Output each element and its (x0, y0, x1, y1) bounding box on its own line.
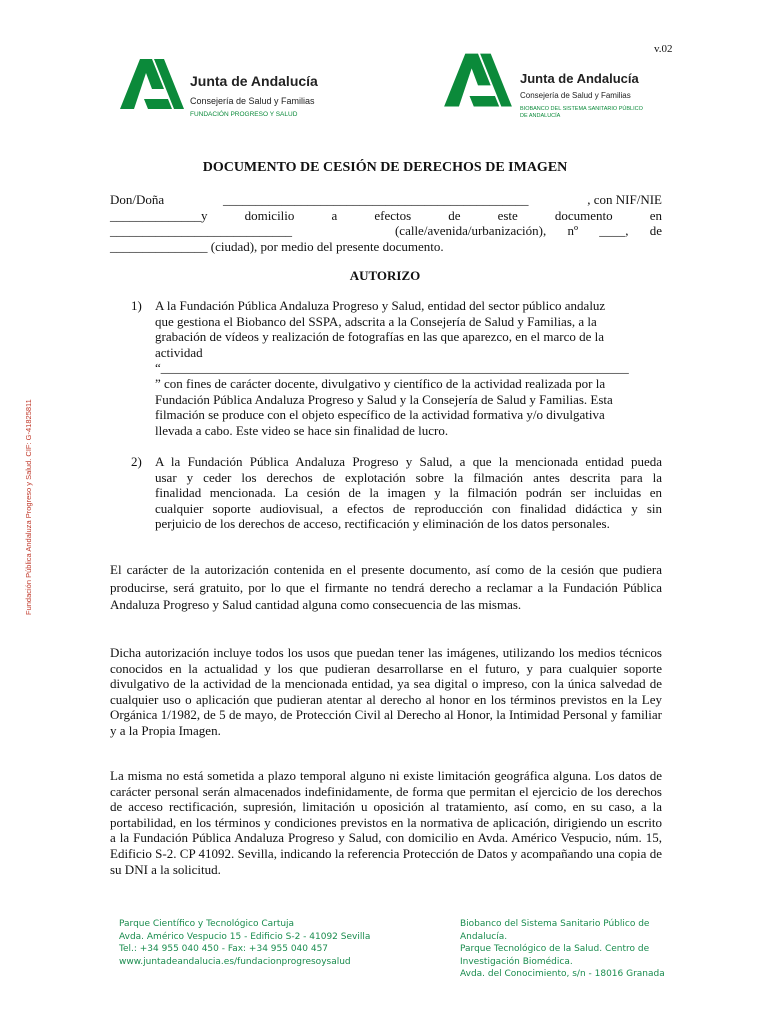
autorizo-heading: AUTORIZO (349, 268, 421, 283)
footer-line: Biobanco del Sistema Sanitario Público de (460, 919, 650, 929)
intro-name-blank: _______________________________________________ (222, 192, 529, 207)
document-title: DOCUMENTO DE CESIÓN DE DERECHOS DE IMAGEN (202, 160, 568, 175)
logo-subtitle-2-line1: BIOBANCO DEL SISTEMA SANITARIO PÚBLICO (520, 106, 643, 112)
logo-subtitle-2: FUNDACIÓN PROGRESO Y SALUD (190, 111, 298, 118)
intro-address-label: (calle/avenida/urbanización), nº ____, de (394, 223, 662, 239)
logo-subtitle: Consejería de Salud y Familias (190, 96, 315, 106)
text-line: usar y ceder los derechos de explotación sobre la filmación antes descrita para la (155, 469, 662, 485)
intro-nif: , con NIF/NIE (587, 192, 662, 207)
logo-subtitle-2-line2: DE ANDALUCÍA (520, 113, 561, 119)
logo-subtitle: Consejería de Salud y Familias (520, 91, 631, 100)
text-line: filmación se produce con el objeto específico de la actividad formativa y/o divulgativa (155, 407, 605, 423)
text-line: A la Fundación Pública Andaluza Progreso y Salud, a que la mencionada entidad pueda (155, 454, 662, 469)
text-line: actividad (155, 344, 203, 360)
list-item-number: 1) (131, 298, 142, 313)
text-line: que gestiona el Biobanco del SSPA, adscrita a la Consejería de Salud y Familias, a la (155, 313, 597, 329)
text-line: grabación de vídeos y realización de fotografías en las que aparezco, en el marco de la (155, 329, 605, 345)
version-label: v.02 (654, 43, 673, 55)
footer-line: Avda. del Conocimiento, s/n - 18016 Granada (460, 969, 665, 979)
text-line: A la Fundación Pública Andaluza Progreso y Salud, entidad del sector público andaluz (155, 298, 606, 313)
text-line: llevada a cabo. Este video se hace sin finalidad de lucro. (155, 422, 449, 438)
text-line: Fundación Pública Andaluza Progreso y Salud y la Consejería de Salud y Familias. Esta (155, 391, 613, 407)
intro-address-blank: ____________________________ (110, 223, 292, 239)
activity-blank: “________________________________________________________________________ (155, 360, 629, 376)
junta-andalucia-logo-icon (442, 48, 514, 110)
intro-block (110, 192, 662, 254)
paragraph-usage: Dicha autorización incluye todos los usos que puedan tener las imágenes, utilizando los medios técnicos conocidos en la actualidad y los que pudieran desarrollarse en el futuro, y para cualquier soporte divulgativo de la actividad de la mencionada entidad, ya sea digital o impreso, con la única salvedad de cualquier uso o aplicación que pudieran atentar al derecho al honor en los términos previstos en la Ley Orgánica 1/1982, de 5 de mayo, de Protección Civil al Derecho al Honor, la Intimidad Personal y familiar y a la Propia Imagen. (110, 645, 662, 738)
list-item-number: 2) (131, 454, 142, 469)
footer-line: Avda. Américo Vespucio 15 - Edificio S-2 - 41092 Sevilla (119, 931, 371, 942)
footer-line: Tel.: +34 955 040 450 - Fax: +34 955 040 457 (119, 944, 329, 954)
logo-name: Junta de Andalucía (190, 73, 318, 89)
junta-andalucia-logo-icon (118, 55, 186, 111)
footer-line: Andalucía. (460, 931, 508, 942)
footer-line: Investigación Biomédica. (460, 956, 573, 967)
intro-don-dona: Don/Doña (110, 192, 165, 207)
paragraph-gratuity: El carácter de la autorización contenida en el presente documento, así como de la cesión que pudiera producirse, será gratuito, por lo que el firmante no tendrá derecho a reclamar a la Fundación Pública Andaluza Progreso y Salud cantidad alguna como consecuencia de las mismas. (110, 562, 662, 612)
text-line: finalidad mencionada. La cesión de la imagen y la filmación podrán ser incluidas en (155, 485, 662, 501)
list-item-text (155, 454, 662, 532)
text-line: perjuicio de los derechos de acceso, rectificación y eliminación de los datos personales. (155, 516, 610, 532)
text-line: cualquier soporte audiovisual, a efectos de reproducción con finalidad didáctica y sin (155, 500, 662, 516)
intro-line-4: _______________ (ciudad), por medio del presente documento. (110, 238, 444, 254)
paragraph-data-protection: La misma no está sometida a plazo temporal alguno ni existe limitación geográfica alguna. Los datos de carácter personal serán almacenados indefinidamente, de forma que permitan el ejercicio de los derechos de acceso rectificación, supresión, limitación u oposición al tratamiento, así como, en su caso, a la portabilidad, en los términos y condiciones previstos en la normativa de aplicación, dirigiendo un escrito a la Fundación Pública Andaluza Progreso y Salud, con domicilio en Avda. Américo Vespucio, núm. 15, Edificio S-2. CP 41092. Sevilla, indicando la referencia Protección de Datos y acompañando una copia de su DNI a la solicitud. (110, 768, 662, 877)
footer-line: Parque Tecnológico de la Salud. Centro de (460, 944, 650, 954)
footer-right (460, 918, 665, 981)
logo-junta-andalucia-biobanco (442, 46, 662, 126)
footer-line: Parque Científico y Tecnológico Cartuja (119, 919, 295, 929)
list-item-text (155, 298, 662, 438)
text-line: ” con fines de carácter docente, divulgativo y científico de la actividad realizada por la (155, 375, 606, 391)
intro-line-2: ______________y domicilio a efectos de este documento en (110, 207, 662, 223)
logo-name: Junta de Andalucía (520, 71, 639, 86)
side-vertical-text: Fundación Pública Andaluza Progreso y Salud. CIF: G-41825811 (24, 399, 33, 615)
logo-junta-andalucia-fundacion (118, 55, 338, 125)
footer-left (119, 918, 370, 968)
footer-website: www.juntadeandalucia.es/fundacionprogresoysalud (119, 956, 351, 967)
